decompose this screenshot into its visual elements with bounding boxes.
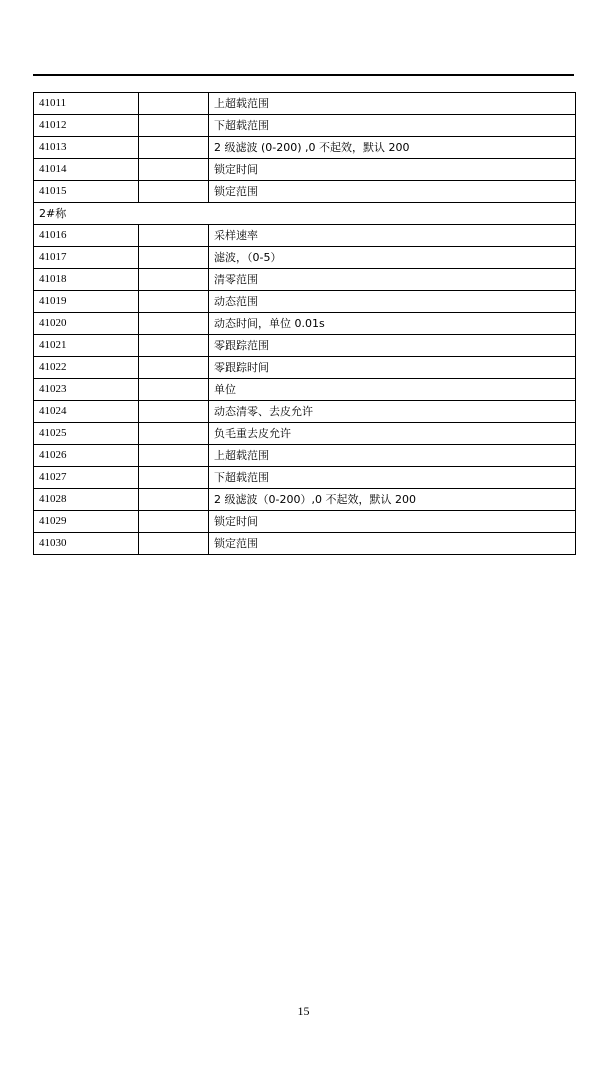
table-cell-blank — [139, 291, 209, 313]
table-cell-code: 41013 — [34, 137, 139, 159]
table-cell-code: 41028 — [34, 489, 139, 511]
table-cell-description: 零跟踪时间 — [209, 357, 576, 379]
table-cell-blank — [139, 225, 209, 247]
table-cell-description: 锁定范围 — [209, 181, 576, 203]
table-row — [34, 247, 576, 269]
table-cell-description: 锁定范围 — [209, 533, 576, 555]
table-cell-description: 采样速率 — [209, 225, 576, 247]
table-row — [34, 467, 576, 489]
table-cell-blank — [139, 533, 209, 555]
table-cell-code: 41019 — [34, 291, 139, 313]
table-row — [34, 181, 576, 203]
table-cell-blank — [139, 379, 209, 401]
table-cell-code: 41025 — [34, 423, 139, 445]
table-cell-code: 41012 — [34, 115, 139, 137]
table-row — [34, 313, 576, 335]
table-cell-description: 锁定时间 — [209, 511, 576, 533]
table-cell-blank — [139, 511, 209, 533]
table-row — [34, 115, 576, 137]
table-cell-code: 41030 — [34, 533, 139, 555]
parameter-table-body — [34, 93, 576, 555]
table-cell-code: 41017 — [34, 247, 139, 269]
table-cell-code: 41027 — [34, 467, 139, 489]
table-row — [34, 269, 576, 291]
table-row — [34, 291, 576, 313]
table-cell-blank — [139, 357, 209, 379]
parameter-table — [33, 92, 576, 555]
table-cell-code: 41026 — [34, 445, 139, 467]
table-cell-code: 41029 — [34, 511, 139, 533]
table-cell-code: 41024 — [34, 401, 139, 423]
table-cell-blank — [139, 115, 209, 137]
table-cell-code: 41014 — [34, 159, 139, 181]
header-rule — [33, 74, 574, 76]
table-cell-blank — [139, 313, 209, 335]
table-row — [34, 511, 576, 533]
table-cell-description: 上超载范围 — [209, 93, 576, 115]
table-cell-description: 滤波，（0-5） — [209, 247, 576, 269]
table-cell-description: 动态范围 — [209, 291, 576, 313]
table-cell-blank — [139, 181, 209, 203]
table-cell-blank — [139, 445, 209, 467]
table-cell-description: 2 级滤波（0-200）,0 不起效，默认 200 — [209, 489, 576, 511]
table-cell-description: 单位 — [209, 379, 576, 401]
table-row — [34, 489, 576, 511]
table-cell-blank — [139, 247, 209, 269]
table-cell-description: 清零范围 — [209, 269, 576, 291]
table-cell-blank — [139, 489, 209, 511]
table-cell-code: 41021 — [34, 335, 139, 357]
table-cell-code: 41020 — [34, 313, 139, 335]
table-cell-blank — [139, 401, 209, 423]
table-cell-blank — [139, 335, 209, 357]
table-cell-description: 负毛重去皮允许 — [209, 423, 576, 445]
table-row — [34, 203, 576, 225]
table-cell-code: 41015 — [34, 181, 139, 203]
table-cell-blank — [139, 137, 209, 159]
table-cell-description: 2 级滤波 (0-200) ,0 不起效，默认 200 — [209, 137, 576, 159]
table-cell-description: 锁定时间 — [209, 159, 576, 181]
table-row — [34, 225, 576, 247]
table-cell-description: 零跟踪范围 — [209, 335, 576, 357]
table-row — [34, 335, 576, 357]
table-cell-description: 动态时间，单位 0.01s — [209, 313, 576, 335]
table-row — [34, 93, 576, 115]
table-cell-blank — [139, 269, 209, 291]
table-cell-code: 41018 — [34, 269, 139, 291]
table-cell-blank — [139, 93, 209, 115]
table-row — [34, 159, 576, 181]
table-section-header: 2#称 — [34, 203, 576, 225]
table-cell-code: 41016 — [34, 225, 139, 247]
table-cell-description: 下超载范围 — [209, 467, 576, 489]
page-number: 15 — [297, 1004, 310, 1018]
table-row — [34, 445, 576, 467]
table-cell-code: 41011 — [34, 93, 139, 115]
table-row — [34, 137, 576, 159]
table-cell-description: 上超载范围 — [209, 445, 576, 467]
table-row — [34, 401, 576, 423]
table-row — [34, 533, 576, 555]
table-row — [34, 423, 576, 445]
table-cell-blank — [139, 467, 209, 489]
table-cell-description: 下超载范围 — [209, 115, 576, 137]
table-cell-code: 41023 — [34, 379, 139, 401]
table-row — [34, 357, 576, 379]
parameter-table-container — [33, 92, 575, 555]
table-cell-blank — [139, 159, 209, 181]
table-cell-blank — [139, 423, 209, 445]
table-cell-code: 41022 — [34, 357, 139, 379]
table-row — [34, 379, 576, 401]
table-cell-description: 动态清零、去皮允许 — [209, 401, 576, 423]
